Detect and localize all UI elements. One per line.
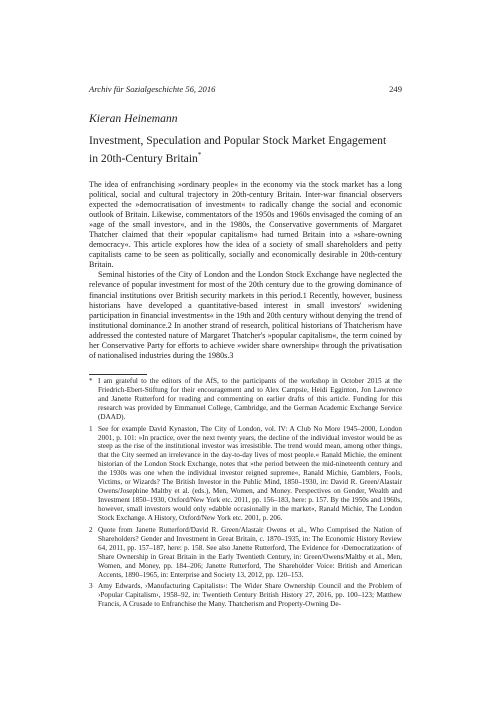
body-paragraph: Seminal histories of the City of London and the London Stock Exchange have neglected the relevance of popular investment for most of the 20th century due to the growing dominance of financial institutions over British security markets in this period.1 Recently, however, business historians have developed a quantitative-based interest in small investors' »widening participation in financial investments« in the 19th and 20th century without denying the trend of institutional dominance.2 In another strand of research, political historians of Thatcherism have addressed the contested nature of Margaret Thatcher's »popular capitalism«, the term coined by her Conservative Party for efforts to achieve »wider share ownership« through the privatisation of nationalised industries during the 1980s.3 bbox=[89, 270, 402, 360]
footnote-mark: 2 bbox=[89, 525, 93, 534]
author-name: Kieran Heinemann bbox=[89, 112, 178, 125]
footnote bbox=[89, 425, 402, 523]
footnotes bbox=[89, 377, 402, 612]
title-footnote-marker: * bbox=[197, 151, 202, 160]
article-body bbox=[89, 180, 402, 361]
article-title bbox=[89, 134, 402, 166]
page-number: 249 bbox=[389, 84, 402, 94]
journal-citation: Archiv für Sozialgeschichte 56, 2016 bbox=[89, 84, 216, 94]
footnote bbox=[89, 377, 402, 422]
footnote-mark: 1 bbox=[89, 424, 93, 433]
footnote bbox=[89, 526, 402, 580]
footnote-text: Quote from Janette Rutterford/David R. Green/Alastair Owens et al., Who Comprised the Nation of Shareholders? Gender and Investment in Great Britain, c. 1870–1935, in: The Economic History Review 64, 2011, pp. 157–187, here: p. 158. See also Janette Rutterford, The Evidence for ›Democratization‹ of Share Ownership in Great Britain in the Early Twentieth Century, in: Green/Owens/Maltby et al., Men, Women, and Money, pp. 184–206; Janette Rutterford, The Shareholder Voice: British and American Accents, 1890–1965, in: Enterprise and Society 13, 2012, pp. 120–153. bbox=[98, 525, 402, 579]
body-paragraph: The idea of enfranchising »ordinary people« in the economy via the stock market has a long political, social and cultural trajectory in 20th-century Britain. Inter-war financial observers expected the »democratisation of investment« to radically change the social and economic outlook of Britain. Likewise, commentators of the 1950s and 1960s envisaged the coming of an »age of the small investor«, and in the 1980s, the Conservative governments of Margaret Thatcher claimed that their »popular capitalism« had turned Britain into a »share-owning democracy«. This article explores how the idea of a society of small shareholders and petty capitalists came to be seen as politically, socially and economically desirable in 20th-century Britain. bbox=[89, 180, 402, 270]
title-line-1: Investment, Speculation and Popular Stock Market Engagement bbox=[89, 134, 387, 147]
footnote-rule bbox=[89, 374, 147, 375]
footnote bbox=[89, 582, 402, 609]
title-line-2: in 20th-Century Britain bbox=[89, 152, 198, 166]
footnote-mark: 3 bbox=[89, 582, 93, 591]
footnote-mark: * bbox=[89, 377, 93, 385]
footnote-text: I am grateful to the editors of the AfS, to the participants of the workshop in October 2015 at the Friedrich-Ebert-Stiftung for their encouragement and to Alex Campsie, Heidi Egginton, Jon Lawrence and Janette Rutterford for reading and commenting on earlier drafts of this article. Funding for this research was provided by Emmanuel College, Cambridge, and the German Academic Exchange Service (DAAD). bbox=[98, 377, 402, 421]
footnote-text: See for example David Kynaston, The City of London, vol. IV: A Club No More 1945–2000, London 2001, p. 101: »In practice, over the next twenty years, the decline of the individual investor would be as steep as the rise of the institutional investor was irresistible. The trend would mean, among other things, that the City seemed an irrelevance in the day-to-day lives of most people.« Ranald Michie, the eminent historian of the London Stock Exchange, notes that »the period between the mid-nineteenth century and the 1930s was one when the individual investor reigned supreme«, Ranald Michie, Gamblers, Fools, Victims, or Wizards? The British Investor in the Public Mind, 1850–1930, in: David R. Green/Alastair Owens/Josephine Maltby et al. (eds.), Men, Women, and Money. Perspectives on Gender, Wealth and Investment 1850–1930, Oxford/New York etc. 2011, pp. 156–183, here: p. 157. By the 1950s and 1960s, however, small investors would only »dabble occasionally in the market«, Ranald Michie, The London Stock Exchange. A History, Oxford/New York etc. 2001, p. 206. bbox=[98, 424, 402, 523]
running-head bbox=[89, 84, 402, 95]
footnote-text: Amy Edwards, ›Manufacturing Capitalists‹: The Wider Share Ownership Council and the Problem of ›Popular Capitalism‹, 1958–92, in: Twentieth Century British History 27, 2016, pp. 100–123; Matthew Francis, A Crusade to Enfranchise the Many. Thatcherism and Property-Owning De- bbox=[98, 582, 402, 609]
